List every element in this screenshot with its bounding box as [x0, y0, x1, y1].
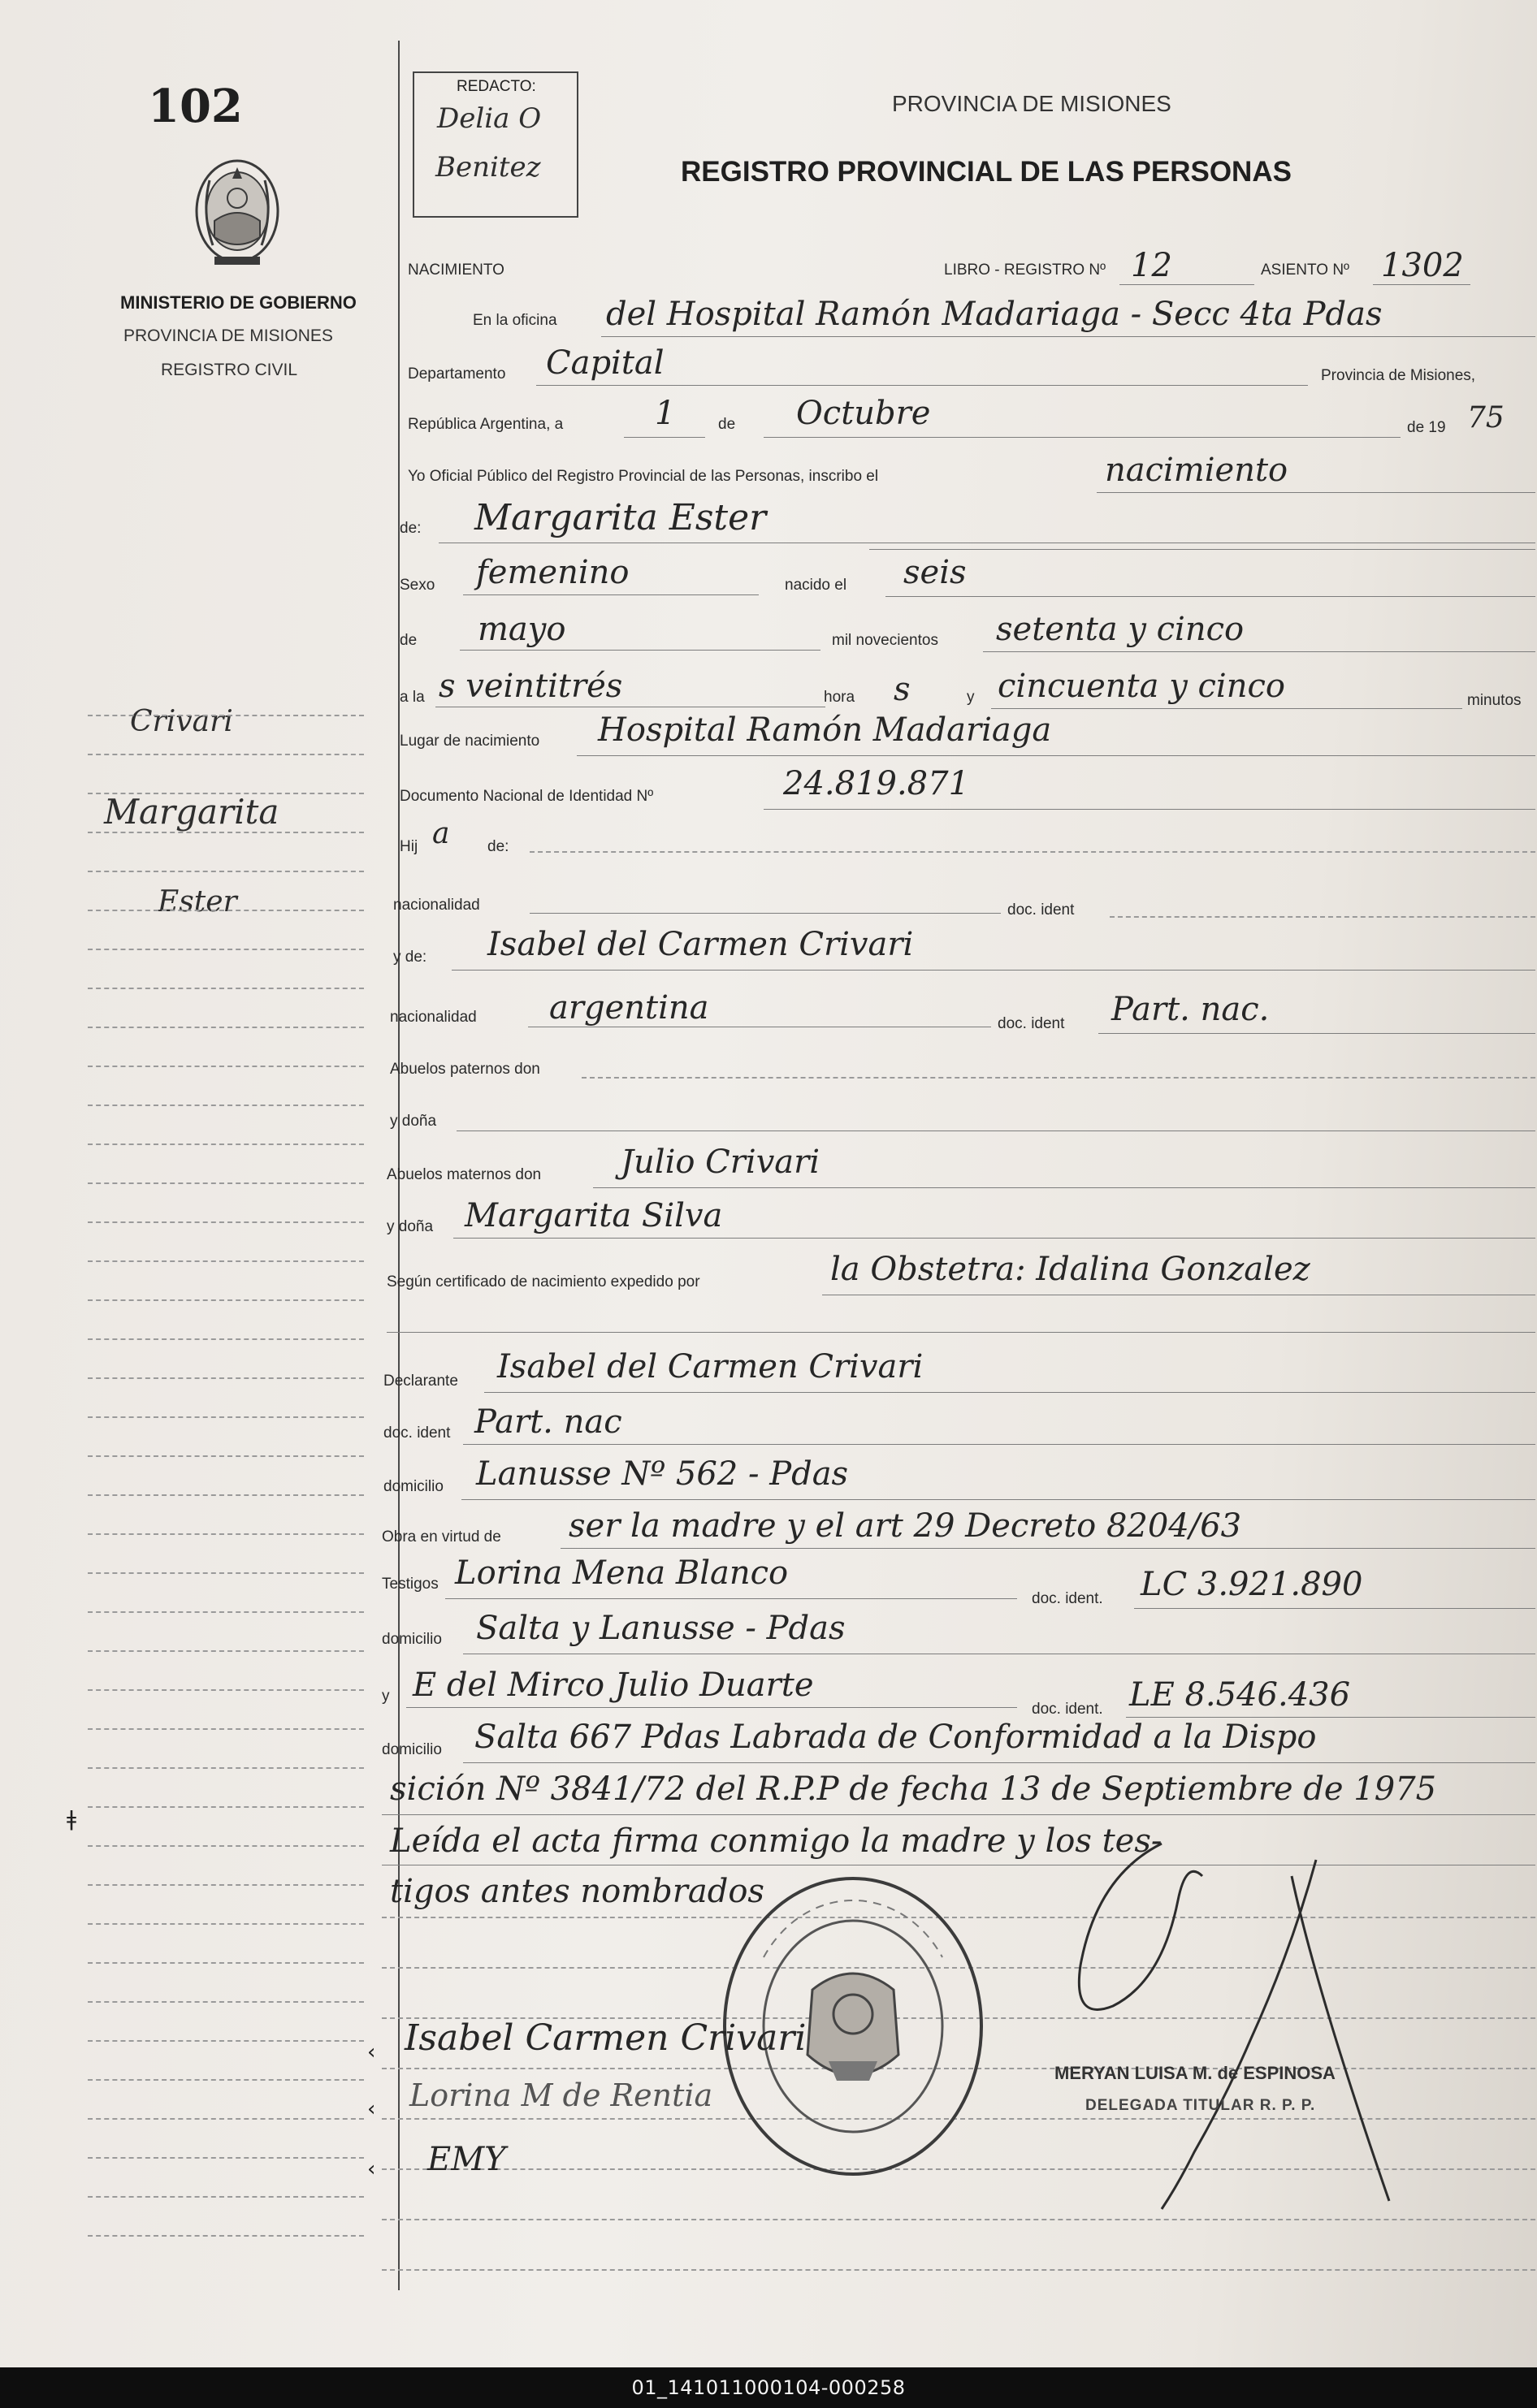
- sexo-label: Sexo: [400, 577, 435, 594]
- margin-ruled-line: [88, 1728, 364, 1730]
- provincia-label: Provincia de Misiones,: [1321, 367, 1476, 384]
- dni-rule: [764, 809, 1535, 810]
- margin-ruled-line: [88, 949, 364, 950]
- abuelos-maternos-value: Julio Crivari: [621, 1143, 820, 1181]
- observaciones-line2: sición Nº 3841/72 del R.P.P de fecha 13 de Septiembre de 1975: [390, 1770, 1437, 1808]
- de2-label: de: [400, 632, 418, 649]
- docident3-rule: [463, 1444, 1535, 1445]
- oficina-rule: [601, 336, 1535, 337]
- margin-ruled-line: [88, 1611, 364, 1613]
- docident5-rule: [1126, 1717, 1535, 1718]
- domicilio2-value: Salta y Lanusse - Pdas: [476, 1610, 846, 1647]
- hora-value: s veintitrés: [439, 668, 623, 705]
- docident4-rule: [1134, 1608, 1535, 1609]
- margin-tick-mark: ǂ: [67, 1807, 76, 1831]
- testigos-value: Lorina Mena Blanco: [455, 1554, 789, 1592]
- margin-ruled-line: [88, 2040, 364, 2042]
- domicilio1-rule: [461, 1499, 1535, 1500]
- ydona2-value: Margarita Silva: [465, 1197, 723, 1234]
- margin-ruled-line: [88, 793, 364, 794]
- margin-ruled-line: [88, 1260, 364, 1262]
- yde-label: y de:: [393, 949, 427, 966]
- mes2-value: mayo: [478, 611, 566, 648]
- margin-ruled-line: [88, 1533, 364, 1535]
- nacido-rule: [885, 596, 1535, 597]
- hij-suffix: a: [432, 817, 450, 850]
- ydona2-label: y doña: [387, 1218, 434, 1235]
- testigo2-value: E del Mirco Julio Duarte: [413, 1667, 814, 1704]
- segun-label: Según certificado de nacimiento expedido por: [387, 1273, 700, 1290]
- minutos-value: cincuenta y cinco: [998, 668, 1285, 705]
- form-ruled-line: [382, 2269, 1535, 2271]
- anio-label: de 19: [1407, 419, 1446, 436]
- margin-ruled-line: [88, 1455, 364, 1457]
- margin-ruled-line: [88, 1494, 364, 1496]
- mes2-rule: [460, 650, 820, 651]
- margin-ruled-line: [88, 1299, 364, 1301]
- margin-ruled-line: [88, 1689, 364, 1691]
- asiento-rule: [1373, 284, 1470, 285]
- abuelos-paternos-rule: [582, 1077, 1535, 1079]
- officer-title: DELEGADA TITULAR R. P. P.: [1085, 2097, 1316, 2114]
- mil-label: mil novecientos: [832, 632, 938, 649]
- oficial-value: nacimiento: [1105, 452, 1288, 489]
- signature-mark-1: ‹: [367, 2040, 376, 2064]
- ala-label: a la: [400, 689, 425, 706]
- signature-mark-2: ‹: [367, 2097, 376, 2121]
- lugar-rule: [577, 755, 1535, 756]
- margin-ruled-line: [88, 2235, 364, 2237]
- docident2-value: Part. nac.: [1111, 991, 1270, 1028]
- observaciones-line4: tigos antes nombrados: [390, 1873, 764, 1910]
- declarante-rule: [484, 1392, 1535, 1393]
- margin-annotation-name1: Margarita: [104, 792, 279, 832]
- margin-ruled-line: [88, 2001, 364, 2003]
- departamento-rule: [536, 385, 1308, 386]
- nacido-label: nacido el: [785, 577, 847, 594]
- y-testigo-label: y: [382, 1688, 390, 1705]
- ministry-label: MINISTERIO DE GOBIERNO: [120, 292, 357, 313]
- hij-label: Hij: [400, 838, 418, 855]
- margin-ruled-line: [88, 1767, 364, 1769]
- nac2-value: argentina: [549, 989, 709, 1027]
- madre-value: Isabel del Carmen Crivari: [487, 926, 914, 963]
- margin-ruled-line: [88, 2157, 364, 2159]
- civil-registry-label: REGISTRO CIVIL: [161, 361, 298, 379]
- margin-ruled-line: [88, 1377, 364, 1379]
- margin-annotation-surname: Crivari: [130, 705, 233, 738]
- margin-ruled-line: [88, 910, 364, 911]
- folio-number: 102: [148, 80, 243, 133]
- asiento-label: ASIENTO Nº: [1261, 262, 1349, 279]
- dni-value: 24.819.871: [783, 765, 970, 802]
- docident3-value: Part. nac: [474, 1403, 622, 1441]
- obra-value: ser la madre y el art 29 Decreto 8204/63: [569, 1507, 1242, 1545]
- margin-ruled-line: [88, 754, 364, 755]
- ydona2-rule: [453, 1238, 1535, 1239]
- margin-ruled-line: [88, 1806, 364, 1808]
- redacto-label: REDACTO:: [457, 78, 536, 95]
- obra-rule: [561, 1548, 1535, 1549]
- oficial-label: Yo Oficial Público del Registro Provincial de las Personas, inscribo el: [408, 468, 879, 485]
- libro-value: 12: [1131, 247, 1172, 284]
- docident3-label: doc. ident: [383, 1424, 451, 1442]
- minutos-label: minutos: [1467, 692, 1522, 709]
- signature-witness1: Lorina M de Rentia: [409, 2077, 713, 2113]
- segun-value: la Obstetra: Idalina Gonzalez: [830, 1251, 1310, 1288]
- signature-mark-3: ‹: [367, 2157, 376, 2181]
- document-id: 01_141011000104-000258: [0, 2367, 1537, 2408]
- margin-ruled-line: [88, 1962, 364, 1964]
- signature-stroke-icon: [1048, 1827, 1454, 2233]
- republica-label: República Argentina, a: [408, 416, 564, 433]
- dni-label: Documento Nacional de Identidad Nº: [400, 788, 654, 805]
- oficial-rule: [1097, 492, 1535, 493]
- margin-ruled-line: [88, 1338, 364, 1340]
- redacto-box: [413, 71, 578, 218]
- margin-ruled-line: [88, 2196, 364, 2198]
- nombre-rule-2: [869, 549, 1535, 550]
- de-nombre-label: de:: [400, 520, 422, 537]
- oficina-label: En la oficina: [473, 312, 557, 329]
- anio-value: 75: [1467, 401, 1505, 434]
- sexo-rule: [463, 594, 759, 595]
- abuelos-maternos-rule: [593, 1187, 1535, 1188]
- testigos-rule: [445, 1598, 1017, 1599]
- docident5-value: LE 8.546.436: [1129, 1676, 1351, 1714]
- coat-of-arms-icon: [185, 148, 289, 270]
- margin-ruled-line: [88, 1027, 364, 1028]
- domicilio2-label: domicilio: [382, 1631, 442, 1648]
- margin-ruled-line: [88, 871, 364, 872]
- margin-ruled-line: [88, 1923, 364, 1925]
- margin-ruled-line: [88, 1105, 364, 1106]
- domicilio3-label: domicilio: [382, 1741, 442, 1758]
- margin-ruled-line: [88, 715, 364, 716]
- libro-rule: [1119, 284, 1254, 285]
- column-divider: [398, 41, 400, 2290]
- margin-ruled-line: [88, 2079, 364, 2081]
- redacto-line1: Delia O: [437, 102, 542, 135]
- margin-ruled-line: [88, 2118, 364, 2120]
- sexo-value: femenino: [476, 554, 630, 591]
- minutos-rule: [991, 708, 1462, 709]
- margin-ruled-line: [88, 1650, 364, 1652]
- docident4-value: LC 3.921.890: [1141, 1566, 1363, 1603]
- signature-witness2: EMY: [427, 2141, 506, 2178]
- horas-label: hora: [824, 689, 855, 706]
- madre-rule: [452, 970, 1535, 971]
- hij-de-label: de:: [487, 838, 509, 855]
- testigo2-rule: [406, 1707, 1017, 1708]
- signature-mother: Isabel Carmen Crivari: [405, 2017, 807, 2059]
- margin-ruled-line: [88, 1143, 364, 1145]
- docident5-label: doc. ident.: [1032, 1701, 1103, 1718]
- nacido-value: seis: [903, 554, 967, 591]
- nacimiento-label: NACIMIENTO: [408, 262, 504, 279]
- margin-annotation-name2: Ester: [158, 885, 237, 919]
- dia-rule: [624, 437, 705, 438]
- margin-ruled-line: [88, 1884, 364, 1886]
- mes-rule: [764, 437, 1401, 438]
- officer-name: MERYAN LUISA M. de ESPINOSA: [1054, 2063, 1336, 2083]
- domicilio3-rule: [463, 1762, 1535, 1763]
- margin-ruled-line: [88, 1416, 364, 1418]
- abuelos-paternos-label: Abuelos paternos don: [390, 1061, 540, 1078]
- nac2-label: nacionalidad: [390, 1009, 477, 1026]
- docident4-label: doc. ident.: [1032, 1590, 1103, 1607]
- libro-label: LIBRO - REGISTRO Nº: [944, 262, 1106, 279]
- de-label: de: [718, 416, 736, 433]
- oficina-value: del Hospital Ramón Madariaga - Secc 4ta Pdas: [606, 296, 1383, 333]
- margin-ruled-line: [88, 1221, 364, 1223]
- lugar-label: Lugar de nacimiento: [400, 733, 540, 750]
- margin-ruled-line: [88, 1066, 364, 1067]
- obra-label: Obra en virtud de: [382, 1528, 501, 1546]
- mes-value: Octubre: [796, 395, 931, 432]
- redacto-line2: Benitez: [435, 151, 541, 184]
- horas-suffix: s: [894, 671, 911, 708]
- docident2-rule: [1098, 1033, 1535, 1034]
- header-province: PROVINCIA DE MISIONES: [892, 91, 1171, 116]
- nac1-label: nacionalidad: [393, 897, 480, 914]
- margin-ruled-line: [88, 1572, 364, 1574]
- hij-rule: [530, 851, 1535, 853]
- ydona1-label: y doña: [390, 1113, 437, 1130]
- margin-ruled-line: [88, 988, 364, 989]
- nac1-rule: [530, 913, 1001, 914]
- departamento-value: Capital: [546, 344, 665, 382]
- margin-ruled-line: [88, 1845, 364, 1847]
- docident2-label: doc. ident: [998, 1015, 1065, 1032]
- nombre-value: Margarita Ester: [474, 497, 767, 538]
- domicilio3-value: Salta 667 Pdas Labrada de Conformidad a la Dispo: [474, 1718, 1317, 1756]
- docident1-label: doc. ident: [1007, 901, 1075, 919]
- province-label: PROVINCIA DE MISIONES: [123, 326, 333, 345]
- declarante-label: Declarante: [383, 1373, 458, 1390]
- y-label: y: [967, 689, 975, 706]
- mil-value: setenta y cinco: [996, 611, 1245, 648]
- mil-rule: [983, 651, 1535, 652]
- obs-rule-2: [382, 1814, 1535, 1815]
- docident1-rule: [1110, 916, 1535, 918]
- domicilio1-value: Lanusse Nº 562 - Pdas: [476, 1455, 849, 1493]
- segun-rule-2: [387, 1332, 1535, 1333]
- margin-ruled-line: [88, 1182, 364, 1184]
- observaciones-line3: Leída el acta firma conmigo la madre y los tes-: [390, 1822, 1162, 1860]
- testigos-label: Testigos: [382, 1576, 439, 1593]
- departamento-label: Departamento: [408, 365, 506, 383]
- header-title: REGISTRO PROVINCIAL DE LAS PERSONAS: [681, 156, 1292, 188]
- asiento-value: 1302: [1381, 247, 1464, 284]
- lugar-value: Hospital Ramón Madariaga: [598, 711, 1052, 749]
- dia-value: 1: [655, 395, 676, 432]
- declarante-value: Isabel del Carmen Crivari: [497, 1348, 924, 1386]
- abuelos-maternos-label: Abuelos maternos don: [387, 1166, 542, 1183]
- domicilio1-label: domicilio: [383, 1478, 444, 1495]
- margin-ruled-line: [88, 832, 364, 833]
